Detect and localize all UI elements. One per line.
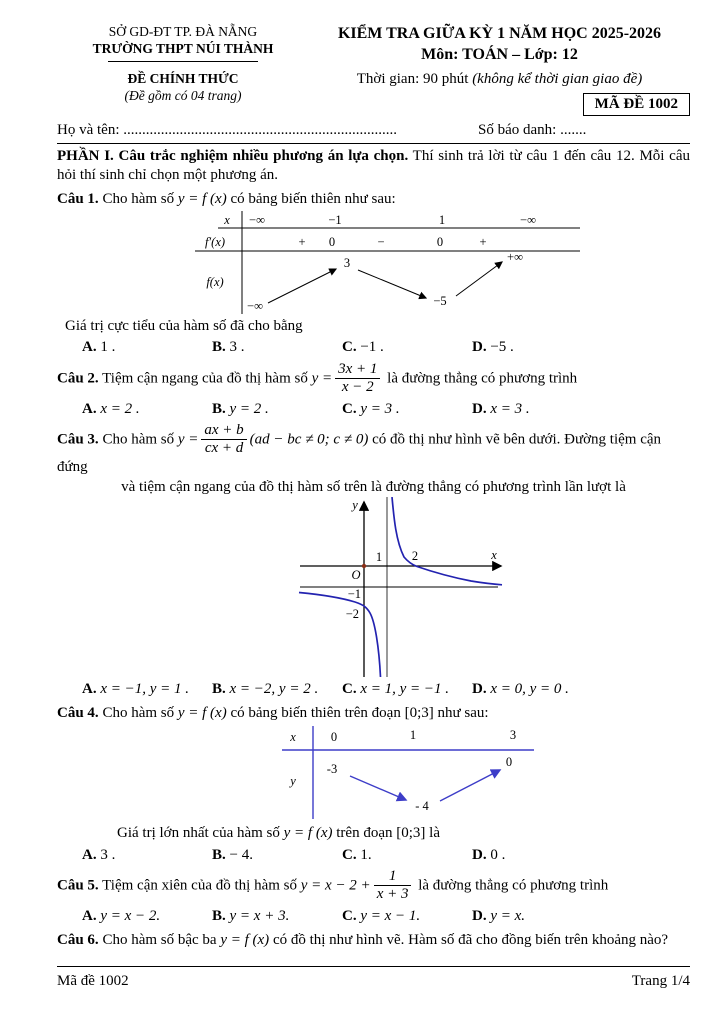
question-6 [57,931,690,950]
question-3 [57,423,690,496]
q1-sign-1: 0 [328,234,336,249]
question-1-label: Câu 1. [57,190,99,207]
q3-option-c-value: x = 1, y = −1 . [360,681,450,698]
school-underline [108,61,258,62]
y-axis-label: y [352,498,358,513]
q1-x-value-0: −∞ [249,212,265,227]
q5-option-c-key: C. [342,908,357,925]
q1-x-value-1: −1 [328,212,342,227]
question-4-interval: [0;3] [404,705,434,722]
header-right-block [309,24,690,116]
q3-option-d [472,680,690,699]
question-2 [57,362,690,397]
q2-option-d-value: x = 3 . [490,400,530,417]
q4-x-value-2: 3 [509,727,517,742]
q3-option-d-value: x = 0, y = 0 . [490,681,569,698]
y-tick-minus1-label: −1 [347,587,361,602]
q4-option-c-value: 1. [360,846,372,863]
q2-option-a-key: A. [82,400,97,417]
q4-y-end: 0 [505,754,513,769]
q1-sign-0: + [298,234,306,249]
q2-option-d [472,400,690,419]
question-5-label: Câu 5. [57,878,99,895]
exam-duration [309,70,690,89]
question-1-formula: y = f (x) [177,190,227,207]
q2-option-c-value: y = 3 . [360,400,400,417]
q1-option-a [82,338,212,357]
q1-arrow-up-1 [268,269,336,303]
q4-option-b-key: B. [212,846,226,863]
q4-prompt-formula: y = f (x) [283,824,333,841]
x-tick-2-label: 2 [411,549,419,564]
q4-option-b-value: − 4. [229,846,253,863]
q1-f-start: −∞ [247,298,263,313]
curve-lower-branch [299,593,381,678]
q4-arrow-up [440,770,500,801]
exam-header [57,24,690,116]
q4-option-c-key: C. [342,846,357,863]
q1-option-c [342,338,472,357]
question-6-text1: Cho hàm số bậc ba [98,931,221,948]
exam-type: ĐỀ CHÍNH THỨC [127,70,239,86]
q2-option-a-value: x = 2 . [100,400,140,417]
exam-subject: Môn: TOÁN – Lớp: 12 [421,46,578,63]
q1-f-row-label: f(x) [206,274,224,289]
duration-note: (không kể thời gian giao đề) [472,71,643,87]
question-5-text1: Tiệm cận xiên của đồ thị hàm số [98,878,301,895]
part1-heading: PHẦN I. Câu trắc nghiệm nhiều phương án lựa chọn. [57,148,409,165]
q3-option-c-key: C. [342,681,357,698]
q2-option-b-key: B. [212,400,226,417]
q1-x-value-2: 1 [438,212,446,227]
question-4-formula: y = f (x) [177,705,227,722]
q1-arrow-down [358,270,426,298]
q5-fraction-numerator: 1 [374,868,412,886]
q4-option-a-key: A. [82,846,97,863]
q1-fprime-row-label: f′(x) [204,234,226,249]
question-4-prompt [57,824,690,843]
question-3-text2: có đồ thị như hình vẽ bên dưới. Đường tiệm cận đứng [57,432,662,475]
q2-option-a [82,400,212,419]
q1-f-min: −5 [433,293,447,308]
origin-label: O [351,568,361,583]
q5-option-d-key: D. [472,908,487,925]
q2-option-c-key: C. [342,400,357,417]
student-id-field: Số báo danh: ....... [478,121,587,138]
student-info-row [57,121,690,145]
q2-option-d-key: D. [472,400,487,417]
q3-option-b [212,680,342,699]
question-2-label: Câu 2. [57,370,99,387]
question-1-prompt: Giá trị cực tiểu của hàm số đã cho bằng [65,317,303,334]
q3-option-c [342,680,472,699]
page-footer [57,966,690,991]
student-name-field: Họ và tên: ......................................................................... [57,121,397,138]
q4-option-a-value: 3 . [100,846,116,863]
question-4-label: Câu 4. [57,705,99,722]
question-2-text2: là đường thẳng có phương trình [383,370,578,387]
q4-option-c [342,846,472,865]
question-4-options [57,846,690,865]
q4-x-value-0: 0 [330,729,338,744]
question-1-text2: có bảng biến thiên như sau: [226,190,396,207]
q5-fraction-denominator: x + 3 [376,886,409,903]
question-3-fraction [201,422,246,457]
q4-option-b [212,846,342,865]
q1-f-end: +∞ [507,249,523,264]
q5-option-b [212,907,342,926]
q2-option-b-value: y = 2 . [229,400,269,417]
q3-graph-figure [295,497,510,677]
q5-option-d [472,907,690,926]
q3-option-a [82,680,212,699]
q5-option-c-value: y = x − 1. [360,908,421,925]
question-4 [57,704,690,723]
q4-x-value-1: 1 [409,727,417,742]
q1-f-max: 3 [343,255,351,270]
q4-y-start: -3 [326,761,338,776]
question-3-options [57,680,690,699]
q4-prompt-text1: Giá trị lớn nhất của hàm số [117,824,284,841]
q4-variation-table-figure [262,725,542,821]
duration-text: Thời gian: 90 phút [356,71,473,87]
y-tick-minus2-label: −2 [345,607,359,622]
q1-option-d-value: −5 . [490,339,514,356]
q1-sign-2: − [377,234,385,249]
q4-arrow-down [350,776,406,800]
q3-option-b-key: B. [212,681,226,698]
q1-x-row-label: x [224,212,230,227]
q4-option-d-key: D. [472,846,487,863]
q1-option-a-key: A. [82,339,97,356]
q4-prompt-interval: [0;3] [396,824,426,841]
question-6-text2: có đồ thị như hình vẽ. Hàm số đã cho đồng biến trên khoảng nào? [269,931,669,948]
q4-y-row-label: y [290,773,296,788]
q3-option-a-value: x = −1, y = 1 . [100,681,190,698]
q1-sign-4: + [479,234,487,249]
exam-title: KIỂM TRA GIỮA KỲ 1 NĂM HỌC 2025-2026 [337,25,662,42]
q5-option-a-value: y = x − 2. [100,908,161,925]
q5-option-b-key: B. [212,908,226,925]
q1-option-c-value: −1 . [360,339,384,356]
school-name: TRƯỜNG THPT NÚI THÀNH [92,40,274,56]
question-1-options [57,338,690,357]
question-4-text1: Cho hàm số [98,705,178,722]
question-2-text1: Tiệm cận ngang của đồ thị hàm số [98,370,312,387]
header-left-block [57,24,309,116]
question-5-options [57,907,690,926]
q4-option-a [82,846,212,865]
question-3-condition: (ad − bc ≠ 0; c ≠ 0) [249,432,369,449]
q5-option-d-value: y = x. [490,908,526,925]
origin-dot [362,564,366,568]
q4-option-d [472,846,690,865]
q3-option-d-key: D. [472,681,487,698]
question-5 [57,869,690,904]
q2-fraction-denominator: x − 2 [341,378,374,395]
q4-prompt-text2: trên đoạn [332,824,397,841]
question-1-text1: Cho hàm số [98,190,178,207]
q3-option-a-key: A. [82,681,97,698]
question-5-fraction [374,868,412,903]
footer-page-number: Trang 1/4 [631,973,690,989]
q3-fraction-denominator: cx + d [204,440,244,457]
q1-option-a-value: 1 . [100,339,116,356]
question-3-formula-pre: y = [177,432,199,449]
q1-option-d-key: D. [472,339,487,356]
q3-option-b-value: x = −2, y = 2 . [229,681,319,698]
exam-code-badge: MÃ ĐỀ 1002 [583,93,690,116]
q4-prompt-text3: là [425,824,440,841]
q1-option-b-value: 3 . [229,339,245,356]
q5-option-a-key: A. [82,908,97,925]
question-6-label: Câu 6. [57,931,99,948]
q2-option-c [342,400,472,419]
question-5-text2: là đường thẳng có phương trình [414,878,609,895]
x-tick-1-label: 1 [375,550,383,565]
q1-variation-table-figure [185,211,585,314]
question-4-text2: có bảng biến thiên trên đoạn [226,705,405,722]
q4-y-min: - 4 [415,798,429,813]
footer-exam-code: Mã đề 1002 [57,973,129,989]
curve-upper-branch [392,497,502,585]
question-3-text1: Cho hàm số [98,432,178,449]
question-6-formula: y = f (x) [220,931,270,948]
q5-option-b-value: y = x + 3. [229,908,290,925]
q1-option-b [212,338,342,357]
q1-option-c-key: C. [342,339,357,356]
q1-option-b-key: B. [212,339,226,356]
question-4-text3: như sau: [433,705,489,722]
question-3-label: Câu 3. [57,432,99,449]
x-axis-label: x [491,548,497,563]
question-3-text3: và tiệm cận ngang của đồ thị hàm số trên là đường thẳng có phương trình lần lượt là [121,478,626,495]
question-5-formula-pre: y = x − 2 + [300,878,371,895]
q1-arrow-up-2 [456,262,502,296]
q2-option-b [212,400,342,419]
question-2-fraction [335,361,380,396]
q1-option-d [472,338,690,357]
question-2-formula-pre: y = [311,370,333,387]
q5-option-c [342,907,472,926]
pages-note: (Đề gồm có 04 trang) [124,87,242,103]
q5-option-a [82,907,212,926]
q3-fraction-numerator: ax + b [201,422,246,440]
q4-x-row-label: x [290,729,296,744]
question-1 [57,190,690,209]
part1-instructions [57,147,690,185]
q1-sign-3: 0 [436,234,444,249]
question-2-options [57,400,690,419]
q1-x-value-3: −∞ [520,212,536,227]
part1-text: Thí sinh trả lời từ câu 1 đến câu 12. Mỗi câu hỏi thí sinh chỉ chọn một phương án. [57,148,690,183]
q4-option-d-value: 0 . [490,846,506,863]
department-name: SỞ GD-ĐT TP. ĐÀ NẴNG [108,24,258,39]
q2-fraction-numerator: 3x + 1 [335,361,380,379]
exam-code-wrap [309,93,690,116]
